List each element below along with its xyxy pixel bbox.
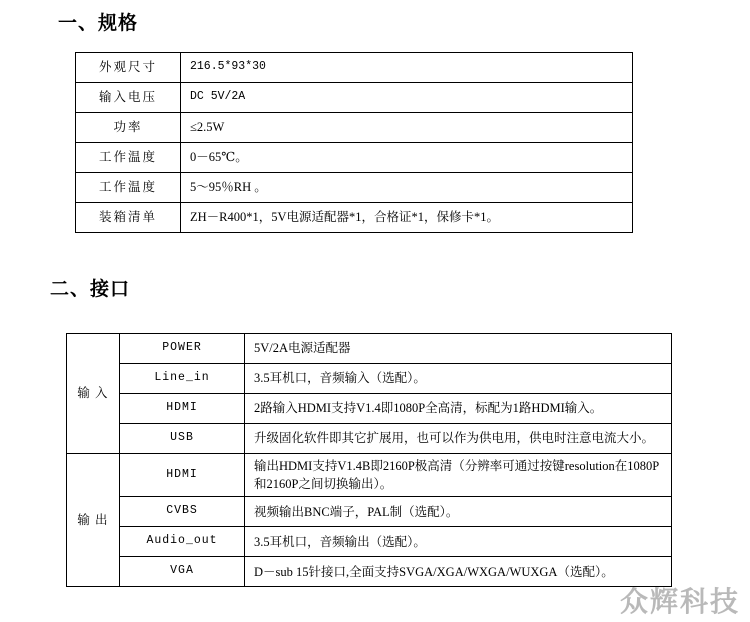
interface-group-input [67,334,120,454]
table-row [76,143,633,173]
interface-group-output [67,454,120,587]
group-label: 输 出 [77,512,109,527]
port-name: Audio_out [120,527,245,557]
port-desc: D－sub 15针接口,全面支持SVGA/XGA/WXGA/WUXGA（选配）。 [245,557,672,587]
group-label: 输 入 [77,386,109,401]
spec-value: ZH－R400*1，5V电源适配器*1，合格证*1，保修卡*1。 [181,203,633,233]
table-row [67,454,672,497]
interface-table [66,333,672,587]
spec-value: ≤2.5W [181,113,633,143]
table-row [67,364,672,394]
table-row [67,394,672,424]
table-row [76,173,633,203]
port-desc: 3.5耳机口，音频输入（选配）。 [245,364,672,394]
port-desc: 5V/2A电源适配器 [245,334,672,364]
spec-value: DC 5V/2A [181,83,633,113]
table-row [67,557,672,587]
port-desc: 输出HDMI支持V1.4B即2160P极高清（分辨率可通过按键resolution在1080P和2160P之间切换输出）。 [245,454,672,497]
table-row [76,53,633,83]
port-name: POWER [120,334,245,364]
page-title-interface: 二、接口 [50,279,131,300]
spec-label: 工作温度 [76,143,181,173]
table-row [67,527,672,557]
spec-table [75,52,633,233]
table-row [67,497,672,527]
page-title-spec: 一、规格 [58,13,139,34]
table-row [76,83,633,113]
table-row [67,424,672,454]
table-row [67,334,672,364]
spec-label: 功率 [76,113,181,143]
port-name: VGA [120,557,245,587]
port-desc: 3.5耳机口，音频输出（选配）。 [245,527,672,557]
spec-label: 工作温度 [76,173,181,203]
port-name: HDMI [120,454,245,497]
spec-value: 5～95％RH 。 [181,173,633,203]
port-name: CVBS [120,497,245,527]
port-name: HDMI [120,394,245,424]
port-name: USB [120,424,245,454]
watermark-logo: 众辉科技 [619,586,740,617]
spec-value: 0－65℃。 [181,143,633,173]
spec-label: 输入电压 [76,83,181,113]
port-desc: 升级固化软件即其它扩展用，也可以作为供电用，供电时注意电流大小。 [245,424,672,454]
spec-value: 216.5*93*30 [181,53,633,83]
port-name: Line_in [120,364,245,394]
port-desc: 视频输出BNC端子，PAL制（选配）。 [245,497,672,527]
port-desc: 2路输入HDMI支持V1.4即1080P全高清，标配为1路HDMI输入。 [245,394,672,424]
table-row [76,113,633,143]
table-row [76,203,633,233]
spec-label: 外观尺寸 [76,53,181,83]
spec-label: 装箱清单 [76,203,181,233]
